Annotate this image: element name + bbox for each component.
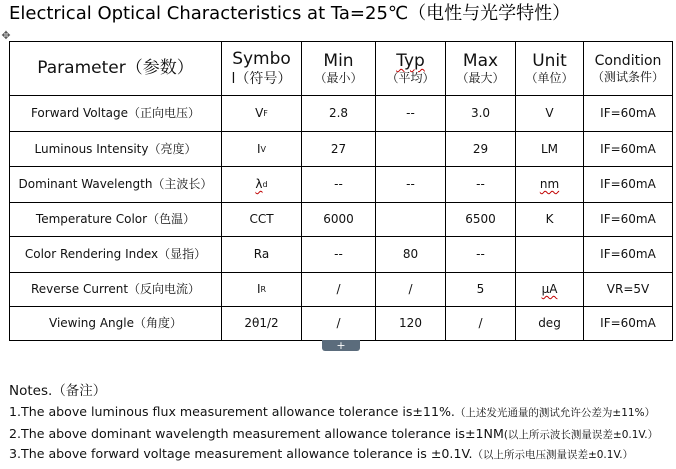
- cell-parameter: Color Rendering Index（显指）: [10, 237, 222, 273]
- cell-parameter: Luminous Intensity（亮度）: [10, 132, 222, 167]
- note-text-en: 1.The above luminous flux measurement allowance tolerance is±11%.: [9, 404, 455, 419]
- cell-typ: --: [376, 167, 446, 203]
- cell-unit: μA: [516, 273, 584, 307]
- cell-max: /: [446, 307, 516, 341]
- notes-heading: Notes.（备注）: [9, 383, 107, 399]
- table-row: [10, 237, 673, 273]
- header-unit: Unit （单位）: [516, 42, 584, 96]
- cell-min: --: [302, 167, 376, 203]
- header-min: Min （最小）: [302, 42, 376, 96]
- table-row: [10, 132, 673, 167]
- header-parameter: Parameter（参数）: [10, 42, 222, 96]
- page-title: Electrical Optical Characteristics at Ta=25℃（电性与光学特性）: [9, 3, 571, 24]
- cell-condition: IF=60mA: [584, 237, 673, 273]
- cell-condition: IF=60mA: [584, 167, 673, 203]
- cell-min: /: [302, 307, 376, 341]
- characteristics-table: [9, 41, 673, 341]
- note-text-cn: （上述发光通量的测试允许公差为±11%）: [454, 407, 656, 419]
- cell-typ: [376, 132, 446, 167]
- cell-symbol: IV: [222, 132, 302, 167]
- cell-symbol: 2θ1/2: [222, 307, 302, 341]
- table-row: [10, 203, 673, 237]
- table-header-row: [10, 42, 673, 96]
- header-typ: Typ （平均）: [376, 42, 446, 96]
- note-item: [9, 404, 655, 421]
- cell-symbol: CCT: [222, 203, 302, 237]
- cell-parameter: Reverse Current（反向电流）: [10, 273, 222, 307]
- plus-icon: +: [336, 339, 346, 352]
- cell-typ: --: [376, 96, 446, 132]
- cell-max: 29: [446, 132, 516, 167]
- cell-max: --: [446, 237, 516, 273]
- cell-condition: VR=5V: [584, 273, 673, 307]
- cell-min: 27: [302, 132, 376, 167]
- header-symbol: Symbo l（符号）: [222, 42, 302, 96]
- cell-min: --: [302, 237, 376, 273]
- header-condition: Condition （测试条件）: [584, 42, 673, 96]
- table-row: [10, 167, 673, 203]
- table-row: [10, 273, 673, 307]
- note-item: [9, 426, 658, 443]
- cell-max: 3.0: [446, 96, 516, 132]
- cell-typ: 120: [376, 307, 446, 341]
- cell-parameter: Temperature Color（色温）: [10, 203, 222, 237]
- cell-parameter: Forward Voltage（正向电压）: [10, 96, 222, 132]
- table-expand-button[interactable]: [322, 340, 360, 351]
- cell-max: 6500: [446, 203, 516, 237]
- cell-symbol: IR: [222, 273, 302, 307]
- cell-unit: nm: [516, 167, 584, 203]
- cell-max: --: [446, 167, 516, 203]
- note-item: [9, 446, 633, 463]
- cell-min: 2.8: [302, 96, 376, 132]
- cell-typ: /: [376, 273, 446, 307]
- cell-typ: 80: [376, 237, 446, 273]
- table-row: [10, 96, 673, 132]
- cell-unit: LM: [516, 132, 584, 167]
- table-move-handle-icon[interactable]: ✥: [1, 29, 11, 42]
- cell-symbol: VF: [222, 96, 302, 132]
- cell-unit: deg: [516, 307, 584, 341]
- table-row: [10, 307, 673, 341]
- cell-typ: [376, 203, 446, 237]
- cell-condition: IF=60mA: [584, 307, 673, 341]
- cell-condition: IF=60mA: [584, 132, 673, 167]
- note-text-en: 2.The above dominant wavelength measurement allowance tolerance is±1NM: [9, 426, 504, 441]
- cell-parameter: Dominant Wavelength（主波长）: [10, 167, 222, 203]
- cell-min: 6000: [302, 203, 376, 237]
- note-text-cn: (以上所示波长测量误差±0.1V.）: [503, 429, 659, 441]
- cell-unit: K: [516, 203, 584, 237]
- header-max: Max （最大）: [446, 42, 516, 96]
- note-text-en: 3.The above forward voltage measurement allowance tolerance is ±0.1V.: [9, 446, 473, 461]
- cell-min: /: [302, 273, 376, 307]
- cell-symbol: Ra: [222, 237, 302, 273]
- cell-unit: V: [516, 96, 584, 132]
- cell-max: 5: [446, 273, 516, 307]
- cell-parameter: Viewing Angle（角度）: [10, 307, 222, 341]
- cell-unit: [516, 237, 584, 273]
- cell-condition: IF=60mA: [584, 203, 673, 237]
- cell-condition: IF=60mA: [584, 96, 673, 132]
- cell-symbol: λd: [222, 167, 302, 203]
- note-text-cn: （以上所示电压测量误差±0.1V.）: [472, 449, 634, 461]
